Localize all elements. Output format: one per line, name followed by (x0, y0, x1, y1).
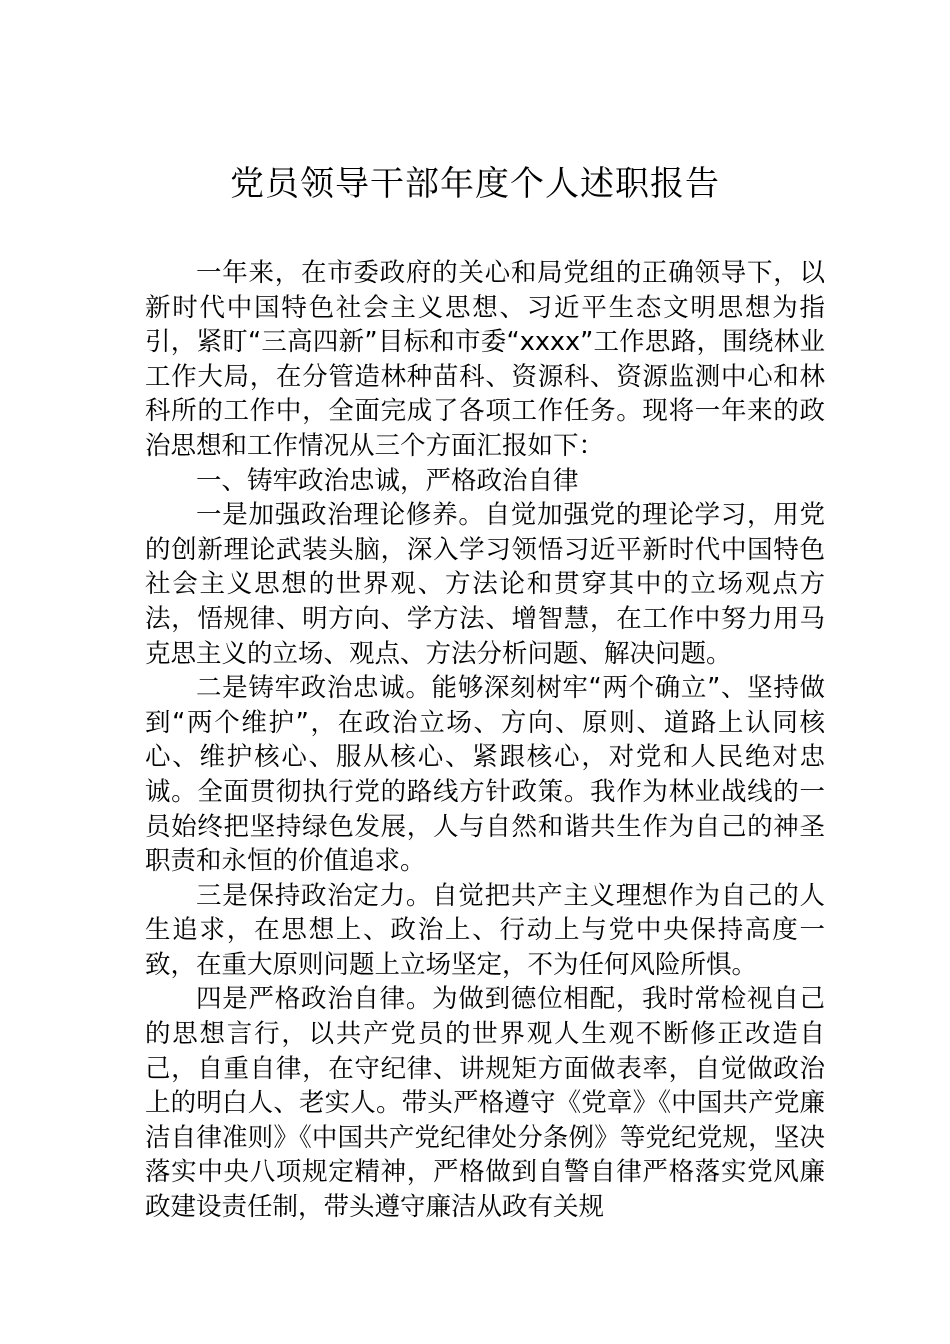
document-body (145, 256, 825, 1225)
paragraph-theory: 一是加强政治理论修养。自觉加强党的理论学习，用党的创新理论武装头脑，深入学习领悟习近平新时代中国特色社会主义思想的世界观、方法论和贯穿其中的立场观点方法，悟规律、明方向、学方法、增智慧，在工作中努力用马克思主义的立场、观点、方法分析问题、解决问题。 (145, 500, 825, 669)
document-title: 党员领导干部年度个人述职报告 (230, 164, 720, 204)
paragraph-resolve: 三是保持政治定力。自觉把共产主义理想作为自己的人生追求，在思想上、政治上、行动上与党中央保持高度一致，在重大原则问题上立场坚定，不为任何风险所惧。 (145, 880, 825, 980)
section-heading: 一、铸牢政治忠诚，严格政治自律 (196, 465, 579, 496)
intro-paragraph: 一年来，在市委政府的关心和局党组的正确领导下，以新时代中国特色社会主义思想、习近平生态文明思想为指引，紧盯“三高四新”目标和市委“xxxx”工作思路，围绕林业工作大局，在分管造林种苗科、资源科、资源监测中心和林科所的工作中，全面完成了各项工作任务。现将一年来的政治思想和工作情况从三个方面汇报如下： (145, 258, 825, 461)
paragraph-discipline: 四是严格政治自律。为做到德位相配，我时常检视自己的思想言行，以共产党员的世界观人生观不断修正改造自己，自重自律，在守纪律、讲规矩方面做表率，自觉做政治上的明白人、老实人。带头严格遵守《党章》《中国共产党廉洁自律准则》《中国共产党纪律处分条例》等党纪党规，坚决落实中央八项规定精神，严格做到自警自律严格落实党风廉政建设责任制，带头遵守廉洁从政有关规 (145, 984, 825, 1223)
paragraph-loyalty: 二是铸牢政治忠诚。能够深刻树牢“两个确立”、坚持做到“两个维护”，在政治立场、方向、原则、道路上认同核心、维护核心、服从核心、紧跟核心，对党和人民绝对忠诚。全面贯彻执行党的路线方针政策。我作为林业战线的一员始终把坚持绿色发展，人与自然和谐共生作为自己的神圣职责和永恒的价值追求。 (145, 673, 825, 877)
